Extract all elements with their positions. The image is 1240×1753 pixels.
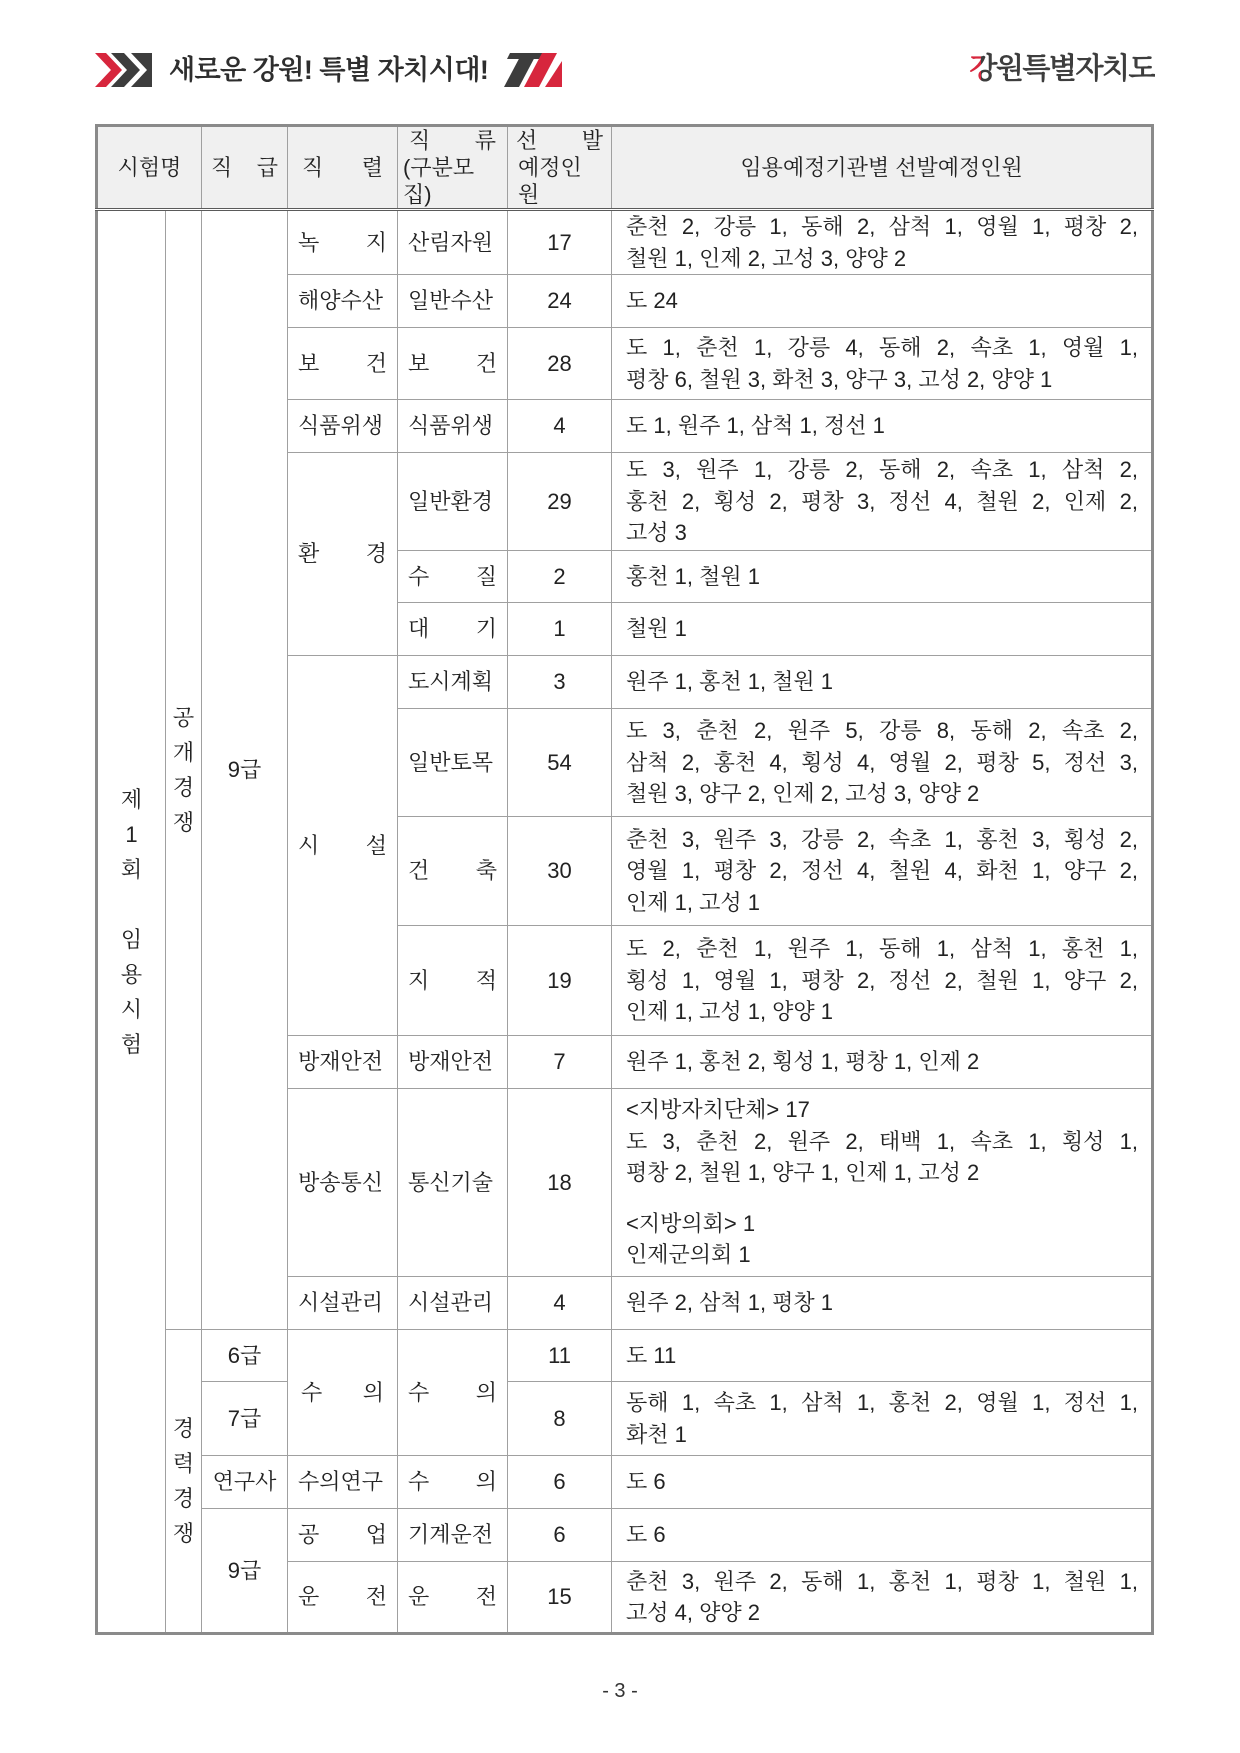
recruit-type-open xyxy=(166,700,201,840)
vertical-char: 험 xyxy=(120,1031,143,1057)
job-class-cell: 방재안전 xyxy=(398,1036,508,1089)
col-header-job-class-line1: 직 류 xyxy=(409,128,497,153)
col-header-job-class xyxy=(398,126,508,210)
col-header-series: 직 렬 xyxy=(288,126,398,210)
allocation-line: 춘천 2, 강릉 1, 동해 2, 삼척 1, 영월 1, 평창 2, xyxy=(626,214,1139,239)
allocation-line: 도 1, 춘천 1, 강릉 4, 동해 2, 속초 1, 영월 1, xyxy=(626,335,1139,360)
vertical-char: 경 xyxy=(172,775,195,800)
allocation-cell xyxy=(612,709,1153,817)
allocation-line: 도 3, 원주 1, 강릉 2, 동해 2, 속초 1, 삼척 2, xyxy=(626,457,1139,483)
slogan-right-emblem-icon xyxy=(504,53,562,87)
series-cell: 해양수산 xyxy=(288,275,398,328)
allocation-line: 춘천 3, 원주 3, 강릉 2, 속초 1, 홍천 3, 횡성 2, xyxy=(626,826,1139,852)
col-header-quota xyxy=(508,126,612,210)
allocation-cell xyxy=(612,1277,1153,1330)
allocation-line: <지방자치단체> 17 xyxy=(626,1097,810,1123)
quota-cell: 7 xyxy=(508,1036,612,1089)
series-cell: 수 의 xyxy=(288,1330,398,1456)
allocation-cell xyxy=(612,656,1153,709)
recruitment-table xyxy=(95,124,1154,1635)
allocation-line: 철원 1 xyxy=(626,616,687,642)
allocation-line: 홍천 2, 횡성 2, 평창 3, 정선 4, 철원 2, 인제 2, xyxy=(626,488,1139,514)
quota-cell: 1 xyxy=(508,603,612,656)
job-class-cell: 수 질 xyxy=(398,551,508,603)
job-class-cell: 운 전 xyxy=(398,1562,508,1634)
table-row xyxy=(97,1509,1153,1562)
job-class-cell: 수 의 xyxy=(398,1456,508,1509)
allocation-line: 철원 3, 양구 2, 인제 2, 고성 3, 양양 2 xyxy=(626,781,980,807)
quota-cell: 8 xyxy=(508,1382,612,1456)
vertical-char: 력 xyxy=(172,1451,195,1476)
table-row xyxy=(97,1330,1153,1382)
allocation-line: 동해 1, 속초 1, 삼척 1, 홍천 2, 영월 1, 정선 1, xyxy=(626,1390,1139,1415)
col-header-exam-name: 시험명 xyxy=(97,126,202,210)
vertical-char: 시 xyxy=(120,996,143,1022)
quota-cell: 19 xyxy=(508,926,612,1036)
quota-cell: 3 xyxy=(508,656,612,709)
quota-cell: 15 xyxy=(508,1562,612,1634)
allocation-line: 도 3, 춘천 2, 원주 5, 강릉 8, 동해 2, 속초 2, xyxy=(626,718,1139,744)
allocation-line: 도 6 xyxy=(626,1522,666,1548)
allocation-line: 춘천 3, 원주 2, 동해 1, 홍천 1, 평창 1, 철원 1, xyxy=(626,1568,1139,1594)
quota-cell: 30 xyxy=(508,817,612,926)
allocation-line: 홍천 1, 철원 1 xyxy=(626,563,760,589)
vertical-char: 경 xyxy=(172,1486,195,1511)
quota-cell: 24 xyxy=(508,275,612,328)
quota-cell: 2 xyxy=(508,551,612,603)
recruit-type-career-cell xyxy=(166,1330,202,1634)
vertical-char: 공 xyxy=(172,705,195,730)
allocation-line: 화천 1 xyxy=(626,1421,687,1447)
grade-cell: 9급 xyxy=(202,210,288,1330)
vertical-char: 쟁 xyxy=(172,1521,195,1546)
allocation-line: 원주 1, 홍천 2, 횡성 1, 평창 1, 인제 2 xyxy=(626,1049,980,1075)
series-cell: 환 경 xyxy=(288,453,398,656)
grade-cell: 6급 xyxy=(202,1330,288,1382)
quota-cell: 4 xyxy=(508,400,612,453)
allocation-cell xyxy=(612,926,1153,1036)
series-cell: 수의연구 xyxy=(288,1456,398,1509)
allocation-line: 평창 6, 철원 3, 화천 3, 양구 3, 고성 2, 양양 1 xyxy=(626,366,1053,392)
allocation-line: 인제 1, 고성 1, 양양 1 xyxy=(626,999,834,1025)
col-header-quota-line1: 선 발 xyxy=(516,128,604,153)
quota-cell: 18 xyxy=(508,1089,612,1277)
job-class-cell: 통신기술 xyxy=(398,1089,508,1277)
quota-cell: 4 xyxy=(508,1277,612,1330)
series-cell: 운 전 xyxy=(288,1562,398,1634)
job-class-cell: 수 의 xyxy=(398,1330,508,1456)
allocation-line: 도 11 xyxy=(626,1342,677,1368)
vertical-char xyxy=(98,887,165,922)
allocation-cell xyxy=(612,453,1153,551)
allocation-line: 철원 1, 인제 2, 고성 3, 양양 2 xyxy=(626,245,907,271)
allocation-line: 삼척 2, 홍천 4, 횡성 4, 영월 2, 평창 5, 정선 3, xyxy=(626,749,1139,775)
vertical-char: 쟁 xyxy=(172,810,195,835)
allocation-cell xyxy=(612,817,1153,926)
allocation-line: 인제 1, 고성 1 xyxy=(626,889,760,915)
allocation-line: 영월 1, 평창 2, 정선 4, 철원 4, 화천 1, 양구 2, xyxy=(626,858,1139,884)
col-header-allocation: 임용예정기관별 선발예정인원 xyxy=(612,126,1153,210)
col-header-job-class-line2: (구분모집) xyxy=(403,155,475,207)
vertical-char: 개 xyxy=(172,740,195,765)
quota-cell: 11 xyxy=(508,1330,612,1382)
vertical-char: 용 xyxy=(120,961,143,987)
vertical-char: 임 xyxy=(120,926,143,952)
col-header-grade: 직 급 xyxy=(202,126,288,210)
job-class-cell: 기계운전 xyxy=(398,1509,508,1562)
job-class-cell: 건 축 xyxy=(398,817,508,926)
allocation-cell xyxy=(612,1036,1153,1089)
slogan-text: 새로운 강원! 특별 자치시대! xyxy=(169,55,489,85)
grade-cell: 연구사 xyxy=(202,1456,288,1509)
allocation-cell xyxy=(612,551,1153,603)
table-row xyxy=(97,210,1153,275)
allocation-cell xyxy=(612,603,1153,656)
allocation-line: 도 24 xyxy=(626,288,678,314)
series-cell: 방재안전 xyxy=(288,1036,398,1089)
exam-name xyxy=(98,782,165,1062)
vertical-char: 1 xyxy=(125,821,138,847)
job-class-cell: 일반수산 xyxy=(398,275,508,328)
allocation-cell xyxy=(612,1562,1153,1634)
grade-cell: 9급 xyxy=(202,1509,288,1634)
allocation-line: <지방의회> 1 xyxy=(626,1210,756,1236)
vertical-char: 경 xyxy=(172,1416,195,1441)
job-class-cell: 일반토목 xyxy=(398,709,508,817)
allocation-line: 고성 3 xyxy=(626,520,687,546)
exam-name-cell xyxy=(97,210,166,1634)
quota-cell: 6 xyxy=(508,1456,612,1509)
allocation-cell xyxy=(612,1382,1153,1456)
job-class-cell: 일반환경 xyxy=(398,453,508,551)
quota-cell: 6 xyxy=(508,1509,612,1562)
allocation-line: 도 2, 춘천 1, 원주 1, 동해 1, 삼척 1, 홍천 1, xyxy=(626,936,1139,962)
quota-cell: 29 xyxy=(508,453,612,551)
allocation-cell xyxy=(612,210,1153,275)
allocation-line: 원주 2, 삼척 1, 평창 1 xyxy=(626,1290,834,1316)
grade-cell: 7급 xyxy=(202,1382,288,1456)
table-row xyxy=(97,1456,1153,1509)
allocation-line: 평창 2, 철원 1, 양구 1, 인제 1, 고성 2 xyxy=(626,1160,980,1186)
slogan-left-emblem-icon xyxy=(95,53,152,87)
allocation-line: 도 3, 춘천 2, 원주 2, 태백 1, 속초 1, 횡성 1, xyxy=(626,1128,1139,1154)
allocation-cell xyxy=(612,1456,1153,1509)
quota-cell: 28 xyxy=(508,328,612,400)
allocation-cell xyxy=(612,1509,1153,1562)
allocation-line: 인제군의회 1 xyxy=(626,1242,751,1268)
allocation-cell xyxy=(612,1089,1153,1277)
recruit-type-career xyxy=(166,1411,201,1551)
series-cell: 식품위생 xyxy=(288,400,398,453)
page-banner xyxy=(95,51,562,89)
allocation-cell xyxy=(612,400,1153,453)
allocation-cell xyxy=(612,1330,1153,1382)
allocation-line: 고성 4, 양양 2 xyxy=(626,1600,760,1625)
recruit-type-open-cell xyxy=(166,210,202,1330)
job-class-cell: 지 적 xyxy=(398,926,508,1036)
vertical-char: 제 xyxy=(120,786,143,812)
table-header-row xyxy=(97,126,1153,210)
job-class-cell: 도시계획 xyxy=(398,656,508,709)
allocation-cell xyxy=(612,328,1153,400)
job-class-cell: 대 기 xyxy=(398,603,508,656)
page-number: - 3 - xyxy=(602,1680,638,1702)
vertical-char: 회 xyxy=(120,856,143,882)
series-cell: 공 업 xyxy=(288,1509,398,1562)
allocation-line: 횡성 1, 영월 1, 평창 2, 정선 2, 철원 1, 양구 2, xyxy=(626,967,1139,993)
job-class-cell: 시설관리 xyxy=(398,1277,508,1330)
allocation-line: 도 6 xyxy=(626,1469,666,1495)
job-class-cell: 산림자원 xyxy=(398,210,508,275)
quota-cell: 17 xyxy=(508,210,612,275)
province-logo: 강원특별자치도 xyxy=(969,48,1155,90)
series-cell: 녹 지 xyxy=(288,210,398,275)
allocation-cell xyxy=(612,275,1153,328)
allocation-line: 원주 1, 홍천 1, 철원 1 xyxy=(626,669,834,695)
allocation-line: 도 1, 원주 1, 삼척 1, 정선 1 xyxy=(626,413,885,439)
series-cell: 보 건 xyxy=(288,328,398,400)
col-header-quota-line2: 예정인원 xyxy=(518,155,582,207)
series-cell: 방송통신 xyxy=(288,1089,398,1277)
job-class-cell: 식품위생 xyxy=(398,400,508,453)
table-row xyxy=(97,1382,1153,1456)
series-cell: 시설관리 xyxy=(288,1277,398,1330)
series-cell: 시 설 xyxy=(288,656,398,1036)
job-class-cell: 보 건 xyxy=(398,328,508,400)
quota-cell: 54 xyxy=(508,709,612,817)
